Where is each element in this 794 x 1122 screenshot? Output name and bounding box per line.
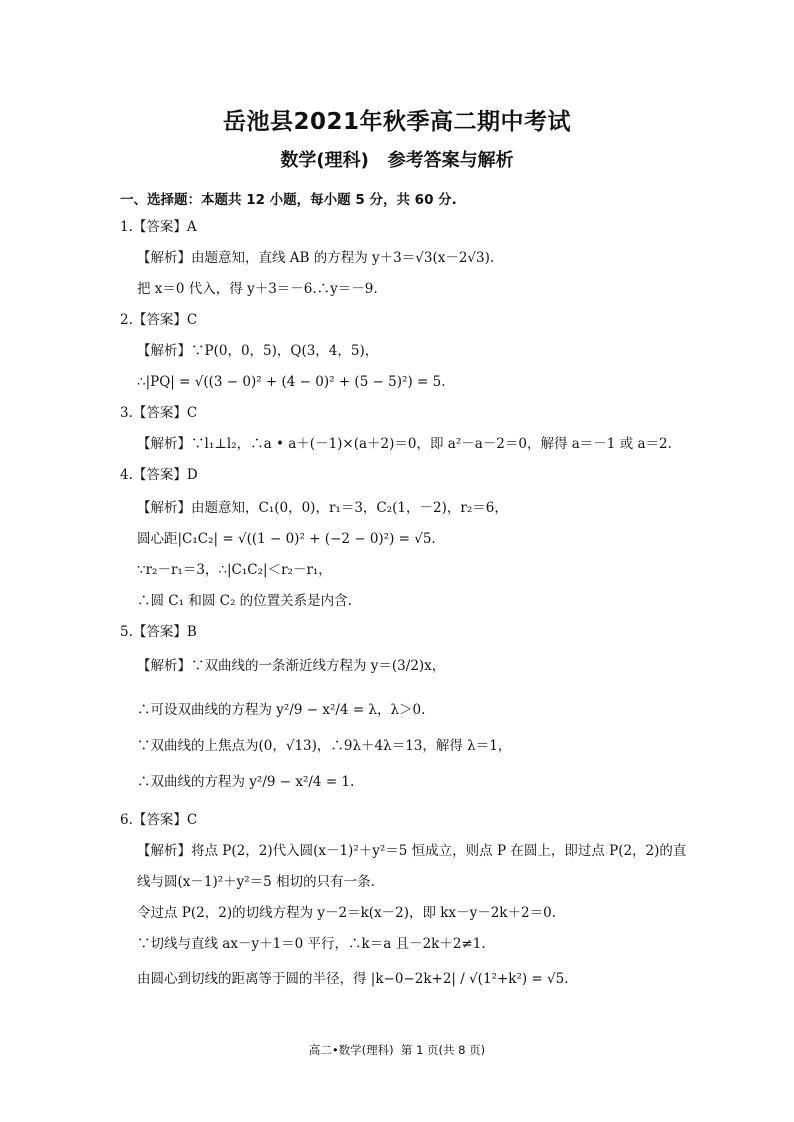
exam-title: 岳池县2021年秋季高二期中考试: [222, 109, 571, 135]
solution-line: 线与圆(x－1)²＋y²＝5 相切的只有一条.: [137, 874, 375, 890]
solution-line: ∵双曲线的上焦点为(0，√13)，∴9λ＋4λ＝13，解得 λ＝1，: [137, 738, 512, 754]
answer-line-q5: 5.【答案】B: [120, 624, 197, 640]
solution-line: 【解析】由题意知，直线 AB 的方程为 y＋3＝√3(x－2√3).: [137, 250, 495, 266]
solution-line: 【解析】∵双曲线的一条渐近线方程为 y＝(3/2)x，: [137, 658, 446, 674]
solution-line: 【解析】∵l₁⊥l₂，∴a • a＋(－1)×(a＋2)＝0，即 a²－a－2＝0，解得 a＝－1 或 a＝2.: [137, 436, 672, 452]
solution-line: 【解析】由题意知，C₁(0，0)，r₁＝3，C₂(1，－2)，r₂＝6，: [137, 500, 508, 516]
solution-line: ∵切线与直线 ax－y＋1＝0 平行，∴k＝a 且－2k＋2≠1.: [137, 936, 486, 952]
solution-line: 令过点 P(2，2)的切线方程为 y－2＝k(x－2)，即 kx－y－2k＋2＝0.: [137, 905, 556, 921]
answer-line-q4: 4.【答案】D: [120, 467, 198, 483]
answer-line-q3: 3.【答案】C: [120, 405, 198, 421]
solution-line: 【解析】将点 P(2，2)代入圆(x－1)²＋y²＝5 恒成立，则点 P 在圆上，即过点 P(2，2)的直: [137, 843, 687, 859]
section-heading: 一、选择题：本题共 12 小题，每小题 5 分，共 60 分.: [120, 192, 457, 208]
answer-line-q1: 1.【答案】A: [120, 219, 197, 235]
solution-line: ∴可设双曲线的方程为 y²/9 − x²/4 = λ，λ＞0.: [137, 702, 426, 718]
solution-line: ∴圆 C₁ 和圆 C₂ 的位置关系是内含.: [137, 593, 352, 609]
solution-line: 由圆心到切线的距离等于圆的半径，得 |k−0−2k+2| / √(1²+k²) = √5.: [137, 971, 569, 987]
answer-line-q2: 2.【答案】C: [120, 312, 198, 328]
solution-line: 圆心距|C₁C₂| = √((1 − 0)² + (−2 − 0)²) = √5.: [137, 531, 436, 547]
solution-line: 把 x＝0 代入，得 y＋3＝－6.∴y＝－9.: [137, 281, 378, 297]
answer-line-q6: 6.【答案】C: [120, 812, 198, 828]
page-footer: 高二•数学(理科) 第 1 页(共 8 页): [308, 1043, 486, 1057]
solution-line: 【解析】∵P(0，0，5)，Q(3，4，5)，: [137, 343, 379, 359]
solution-line: ∴|PQ| = √((3 − 0)² + (4 − 0)² + (5 − 5)²) = 5.: [137, 374, 446, 390]
exam-subtitle: 数学(理科) 参考答案与解析: [280, 150, 514, 171]
solution-line: ∴双曲线的方程为 y²/9 − x²/4 = 1.: [137, 774, 355, 790]
solution-line: ∵r₂－r₁＝3，∴|C₁C₂|＜r₂－r₁，: [137, 562, 332, 578]
